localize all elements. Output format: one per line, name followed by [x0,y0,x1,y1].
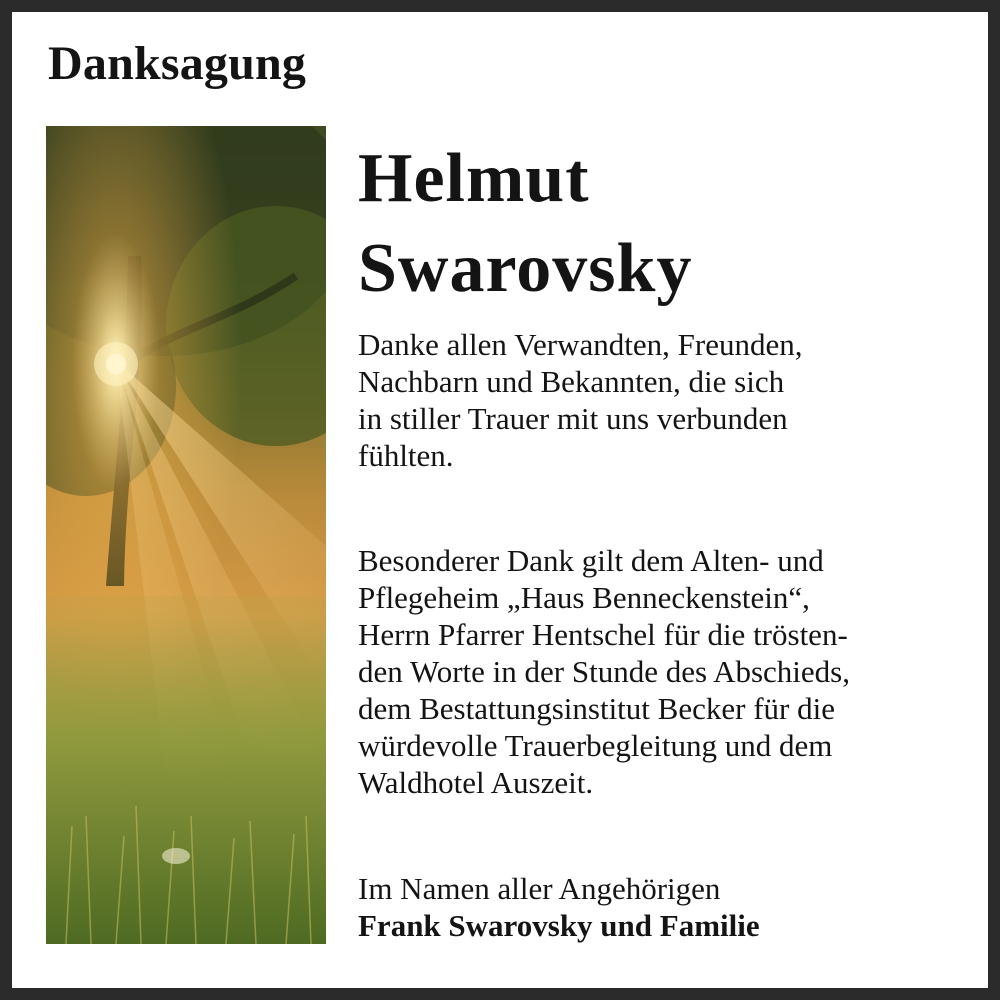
text-line: Nachbarn und Bekannten, die sich [358,364,785,399]
sunlit-forest-photo [46,126,326,944]
text-line: Waldhotel Auszeit. [358,765,594,800]
text-line: in stiller Trauer mit uns verbunden [358,401,788,436]
text-line: den Worte in der Stunde des Abschieds, [358,654,850,689]
text-line: Pflegeheim „Haus Benneckenstein“, [358,580,810,615]
text-line: dem Bestattungsinstitut Becker für die [358,691,835,726]
signature: Frank Swarovsky und Familie [358,908,760,943]
last-name: Swarovsky [358,230,693,307]
text-line: Danke allen Verwandten, Freunden, [358,327,803,362]
notice-heading: Danksagung [48,37,307,90]
special-thanks-paragraph [358,542,850,801]
thanks-paragraph [358,326,802,474]
text-line: Herrn Pfarrer Hentschel für die trösten- [358,617,848,652]
text-line: Besonderer Dank gilt dem Alten- und [358,543,824,578]
text-line: würdevolle Trauerbegleitung und dem [358,728,833,763]
deceased-name [358,134,692,314]
first-name: Helmut [358,140,590,217]
closing-block [358,870,760,944]
closing-line: Im Namen aller Angehörigen [358,871,721,906]
text-line: fühlten. [358,438,454,473]
